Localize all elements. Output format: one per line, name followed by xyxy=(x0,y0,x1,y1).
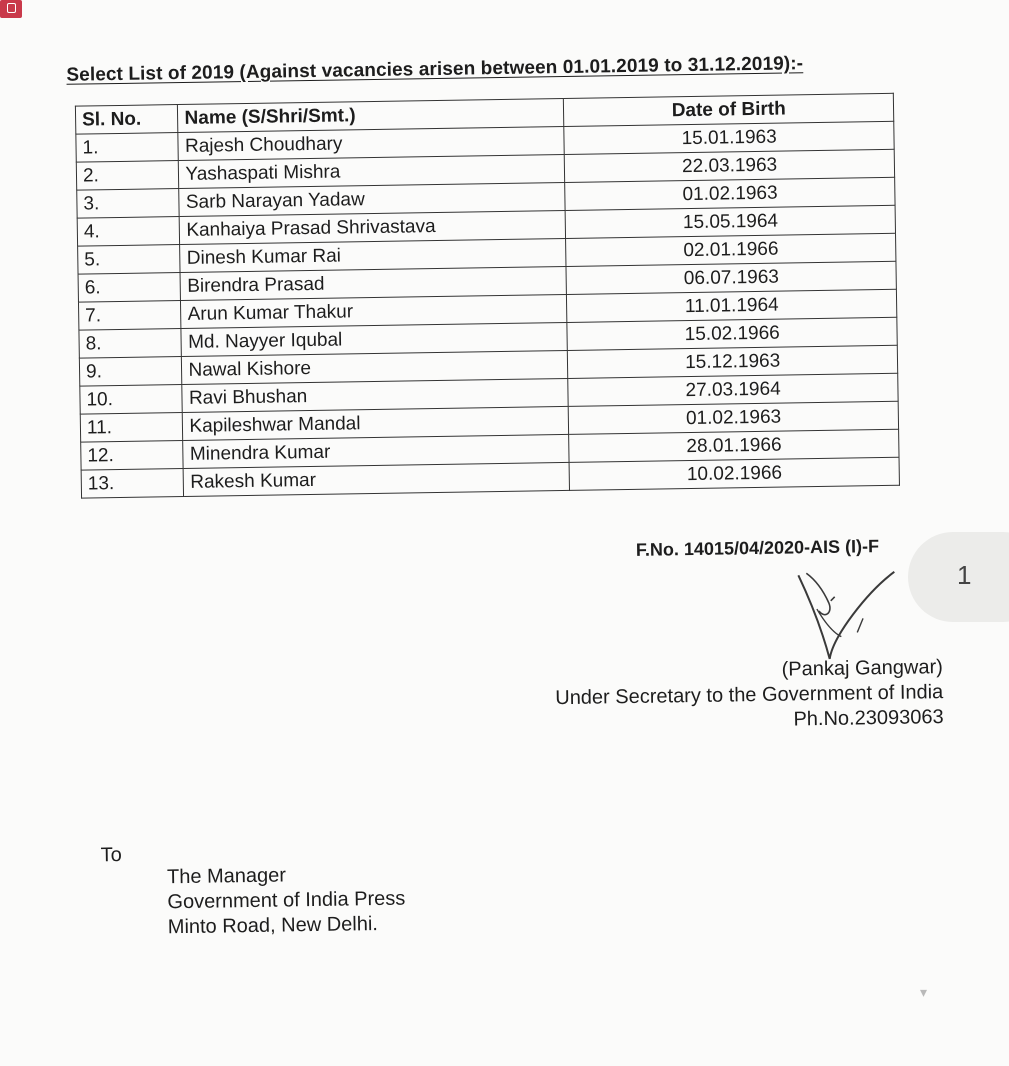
cell-date-of-birth: 15.12.1963 xyxy=(568,345,898,378)
address-line: Government of India Press xyxy=(167,887,406,914)
cell-sl-no: 6. xyxy=(78,273,181,303)
cell-name: Rakesh Kumar xyxy=(184,462,570,496)
cell-date-of-birth: 15.01.1963 xyxy=(564,121,894,154)
cell-date-of-birth: 22.03.1963 xyxy=(565,149,895,182)
signature-block xyxy=(555,655,944,736)
header-date-of-birth: Date of Birth xyxy=(564,93,894,126)
cell-date-of-birth: 02.01.1966 xyxy=(566,233,896,266)
cell-sl-no: 8. xyxy=(79,329,182,359)
address-line: Minto Road, New Delhi. xyxy=(167,912,379,939)
cell-name: Ravi Bhushan xyxy=(182,378,568,412)
cell-date-of-birth: 01.02.1963 xyxy=(565,177,895,210)
cell-name: Kanhaiya Prasad Shrivastava xyxy=(180,210,566,244)
to-label: To xyxy=(100,844,122,867)
page-number-badge xyxy=(908,532,1009,622)
cell-date-of-birth: 01.02.1963 xyxy=(569,401,899,434)
scan-mark-icon: ▾ xyxy=(920,984,928,1000)
cell-name: Kapileshwar Mandal xyxy=(183,406,569,440)
signatory-designation: Under Secretary to the Government of India xyxy=(555,681,944,710)
page-number: 1 xyxy=(957,560,972,590)
cell-name: Minendra Kumar xyxy=(183,434,569,468)
cell-date-of-birth: 15.02.1966 xyxy=(567,317,897,350)
cell-sl-no: 11. xyxy=(80,412,183,442)
cell-name: Dinesh Kumar Rai xyxy=(180,238,566,272)
cell-date-of-birth: 28.01.1966 xyxy=(569,429,899,462)
recipient-address xyxy=(167,862,406,941)
select-list-heading: Select List of 2019 (Against vacancies arisen between 01.01.2019 to 31.12.2019):- xyxy=(66,53,804,86)
cell-name: Rajesh Choudhary xyxy=(178,126,564,160)
signatory-phone: Ph.No.23093063 xyxy=(793,706,944,731)
cell-name: Md. Nayyer Iqubal xyxy=(181,322,567,356)
cell-sl-no: 1. xyxy=(76,133,179,163)
cell-name: Sarb Narayan Yadaw xyxy=(179,182,565,216)
cell-sl-no: 3. xyxy=(77,189,180,219)
header-name: Name (S/Shri/Smt.) xyxy=(178,98,564,132)
cell-name: Arun Kumar Thakur xyxy=(181,294,567,328)
cell-name: Yashaspati Mishra xyxy=(179,154,565,188)
address-line: The Manager xyxy=(166,864,287,889)
cell-date-of-birth: 06.07.1963 xyxy=(566,261,896,294)
header-sl-no: Sl. No. xyxy=(75,105,178,135)
select-list-table xyxy=(75,93,900,499)
cell-sl-no: 12. xyxy=(81,440,184,470)
cell-sl-no: 10. xyxy=(80,385,183,415)
cell-date-of-birth: 10.02.1966 xyxy=(569,457,899,490)
signature-icon xyxy=(794,566,906,668)
cell-date-of-birth: 15.05.1964 xyxy=(565,205,895,238)
cell-sl-no: 2. xyxy=(76,161,179,191)
cell-sl-no: 5. xyxy=(78,245,181,275)
cell-sl-no: 9. xyxy=(79,357,182,387)
cell-sl-no: 13. xyxy=(81,468,184,498)
table-body xyxy=(76,121,900,498)
cell-name: Nawal Kishore xyxy=(182,350,568,384)
cell-date-of-birth: 27.03.1964 xyxy=(568,373,898,406)
cell-name: Birendra Prasad xyxy=(181,266,567,300)
file-number: F.No. 14015/04/2020-AIS (I)-F xyxy=(635,536,880,560)
cell-sl-no: 4. xyxy=(77,217,180,247)
cell-sl-no: 7. xyxy=(78,301,181,331)
signatory-name: (Pankaj Gangwar) xyxy=(781,656,943,681)
cell-date-of-birth: 11.01.1964 xyxy=(567,289,897,322)
